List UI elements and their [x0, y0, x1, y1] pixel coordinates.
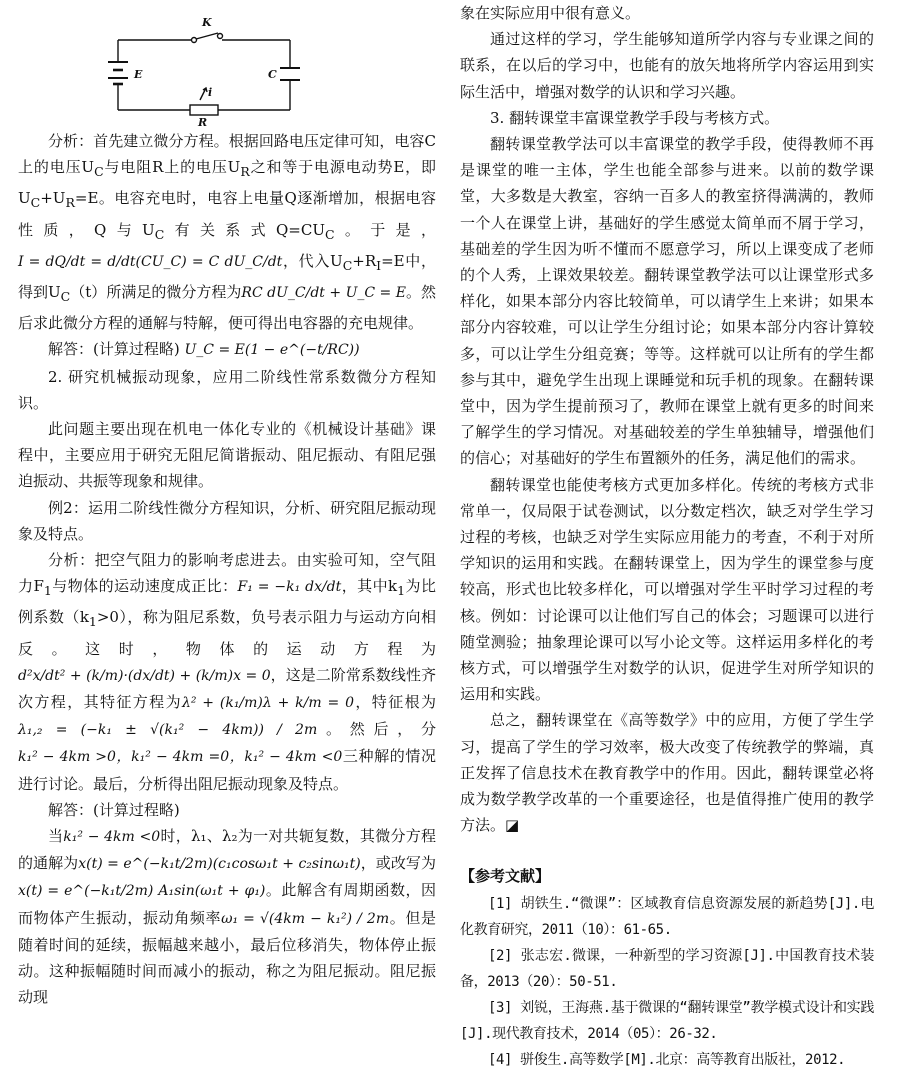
reference-item: [2] 张志宏.微课，一种新型的学习资源[J].中国教育技术装备，2013（20）：50-51.: [460, 947, 874, 990]
left-column: [18, 0, 436, 1011]
resistor-r: [190, 105, 218, 115]
answer-2: 解答：(计算过程略): [48, 800, 180, 819]
equation-current: I = dQ/dt = d/dt(CU_C) = C dU_C/dt: [18, 253, 283, 270]
paragraph-mechanical: 此问题主要出现在机电一体化专业的《机械设计基础》课程中，主要应用于研究无阻尼简谐振动、阻尼振动、有阻尼强迫振动、共振等现象和规律。: [18, 420, 436, 491]
label-k: K: [202, 16, 212, 29]
analysis-paragraph-2: 分析：把空气阻力的影响考虑进去。由实验可知，空气阻力$F_1$与物体的运动速度成正比：F₁ = −k₁ dx/dt，其中$k_1$为比例系数$(k_1>0)$，称为阻尼系数，负号表示阻力与运动方向相反。这时，物体的运动方程为d²x/dt² + (k/m)·(dx/dt) + (k/m)x = 0，这是二阶常系数线性齐次方程，其特征方程为λ² + (k₁/m)λ + k/m = 0，特征根为λ₁,₂ = (−k₁ ± √(k₁² − 4km)) / 2m。然后，分k₁² − 4km >0，k₁² − 4km =0，k₁² − 4km <0三种解的情况进行讨论。最后，分析得出阻尼振动现象及特点。: [18, 551, 436, 793]
equation-condition: k₁² − 4km <0: [63, 829, 161, 846]
paragraph-assessment: 翻转课堂也能使考核方式更加多样化。传统的考核方式非常单一，仅局限于试卷测试，以分数定档次，缺乏对学生学习过程的考核，也缺乏对学生实际应用能力的考查，不利于对所学知识的运用和实践。在翻转课堂上，因为学生的课堂参与度较高，形式也比较多样化，可以增强对学生平时学习过程的考核。例如：讨论课可以让他们写自己的体会；习题课可以进行随堂测验；抽象理论课可以写小论文等。这样运用多样化的考核方式，可以增强学生对数学的认识，促进学生对所学知识的运用和实践。: [460, 475, 874, 704]
equation-rc-ode: RC dU_C/dt + U_C = E: [241, 285, 406, 302]
label-c: C: [268, 68, 277, 81]
reference-item: [1] 胡铁生.“微课”：区域教育信息资源发展的新趋势[J].电化教育研究，2011（10）：61-65.: [460, 895, 874, 938]
right-column: [460, 0, 874, 1073]
paragraph-conclusion: 总之，翻转课堂在《高等数学》中的应用，方便了学生学习，提高了学生的学习效率，极大改变了传统教学的弊端，真正发挥了信息技术在教育教学中的作用。因此，翻转课堂必将成为数学教学改革的一个重要途径，也是值得推广使用的教学方法。◪: [460, 711, 874, 835]
paragraph-flipped-methods: 翻转课堂教学法可以丰富课堂的教学手段，使得教师不再是课堂的唯一主体，学生也能全部参与进来。以前的数学课堂，大多数是大教室，容纳一百多人的教室挤得满满的，教师一个人在课堂上讲，基础好的学生感觉太简单而不屑于学习，基础差的学生因为听不懂而不愿意学习，所以上课变成了老师的个人秀，上课效果较差。翻转课堂教学法可以让课堂形式多样化，如果本部分内容比较简单，可以请学生上来讲；如果本部分内容较难，可以让学生分组讨论；如果本部分内容计算较多，可以让学生分组竞赛；等等。这样就可以让所有的学生都参与其中，避免学生出现上课睡觉和玩手机的现象。在翻转课堂中，因为学生提前预习了，教师在课堂上就有更多的时间来了解学生的学习情况。对基础较差的学生单独辅导，增强他们的信心；对基础好的学生布置额外的任务，满足他们的需求。: [460, 135, 874, 468]
continuation-line: 象在实际应用中很有意义。: [460, 4, 641, 22]
switch-k: [192, 38, 197, 43]
reference-item: [3] 刘锐，王海燕.基于微课的“翻转课堂”教学模式设计和实践[J].现代教育技术，2014（05）：26-32.: [460, 999, 874, 1042]
equation-angular-frequency: ω₁ = √(4km − k₁²) / 2m: [221, 910, 390, 927]
label-r: R: [198, 116, 208, 128]
equation-general-solution: x(t) = e^(−k₁t/2m)(c₁cosω₁t + c₂sinω₁t): [78, 856, 361, 873]
equation-characteristic: λ² + (k₁/m)λ + k/m = 0: [181, 695, 354, 712]
paragraph-damped: 当k₁² − 4km <0时，λ₁、λ₂为一对共轭复数，其微分方程的通解为x(t) = e^(−k₁t/2m)(c₁cosω₁t + c₂sinω₁t)，或改写为x(t) = e^(−k₁t/2m) A₁sin(ω₁t + φ₁)。此解含有周期函数，因而物体产生振动，振动角频率ω₁ = √(4km − k₁²) / 2m。但是随着时间的延续，振幅越来越小，最后位移消失，物体停止振动。这种振幅随时间而减小的振动，称之为阻尼振动。阻尼振动现: [18, 827, 436, 1007]
equation-charge-solution: U_C = E(1 − e^(−t/RC)): [184, 342, 360, 359]
rc-circuit-diagram: [18, 0, 436, 128]
equation-roots: λ₁,₂ = (−k₁ ± √(k₁² − 4km)) / 2m: [18, 722, 318, 739]
references-title: 【参考文献】: [460, 866, 551, 885]
paragraph-learning: 通过这样的学习，学生能够知道所学内容与专业课之间的联系，在以后的学习中，也能有的放矢地将所学内容运用到实际生活中，增强对数学的认识和学习兴趣。: [460, 30, 874, 101]
answer-1: 解答：(计算过程略) U_C = E(1 − e^(−t/RC)): [48, 340, 360, 359]
equation-friction: F₁ = −k₁ dx/dt: [237, 579, 342, 596]
equation-rewritten: x(t) = e^(−k₁t/2m) A₁sin(ω₁t + φ₁): [18, 883, 266, 900]
label-e: E: [134, 68, 143, 81]
equation-cases: k₁² − 4km >0，k₁² − 4km =0，k₁² − 4km <0: [18, 749, 343, 766]
section-heading-3: 3. 翻转课堂丰富课堂教学手段与考核方式。: [490, 108, 780, 127]
label-i: i: [208, 86, 213, 99]
reference-item: [4] 骈俊生.高等数学[M].北京：高等教育出版社，2012.: [488, 1051, 846, 1068]
equation-motion: d²x/dt² + (k/m)·(dx/dt) + (k/m)x = 0: [18, 667, 271, 684]
example-2: 例2：运用二阶线性微分方程知识，分析、研究阻尼振动现象及特点。: [18, 498, 436, 543]
end-mark-icon: ◪: [505, 816, 520, 835]
section-heading-2: 2. 研究机械振动现象，应用二阶线性常系数微分方程知识。: [18, 367, 436, 412]
analysis-paragraph-1: 分析：首先建立微分方程。根据回路电压定律可知，电容C上的电压$U_C$与电阻R上的电压$U_R$之和等于电源电动势E，即$U_C+U_R=E$。电容充电时，电容上电量Q逐渐增加，根据电容性质，Q与$U_C$有关系式$Q=CU_C$。于是，I = dQ/dt = d/dt(CU_C) = C dU_C/dt，代入$U_C+R_I=E$中，得到$U_C(t)$所满足的微分方程为RC dU_C/dt + U_C = E。然后求此微分方程的通解与特解，便可得出电容器的充电规律。: [18, 132, 436, 333]
